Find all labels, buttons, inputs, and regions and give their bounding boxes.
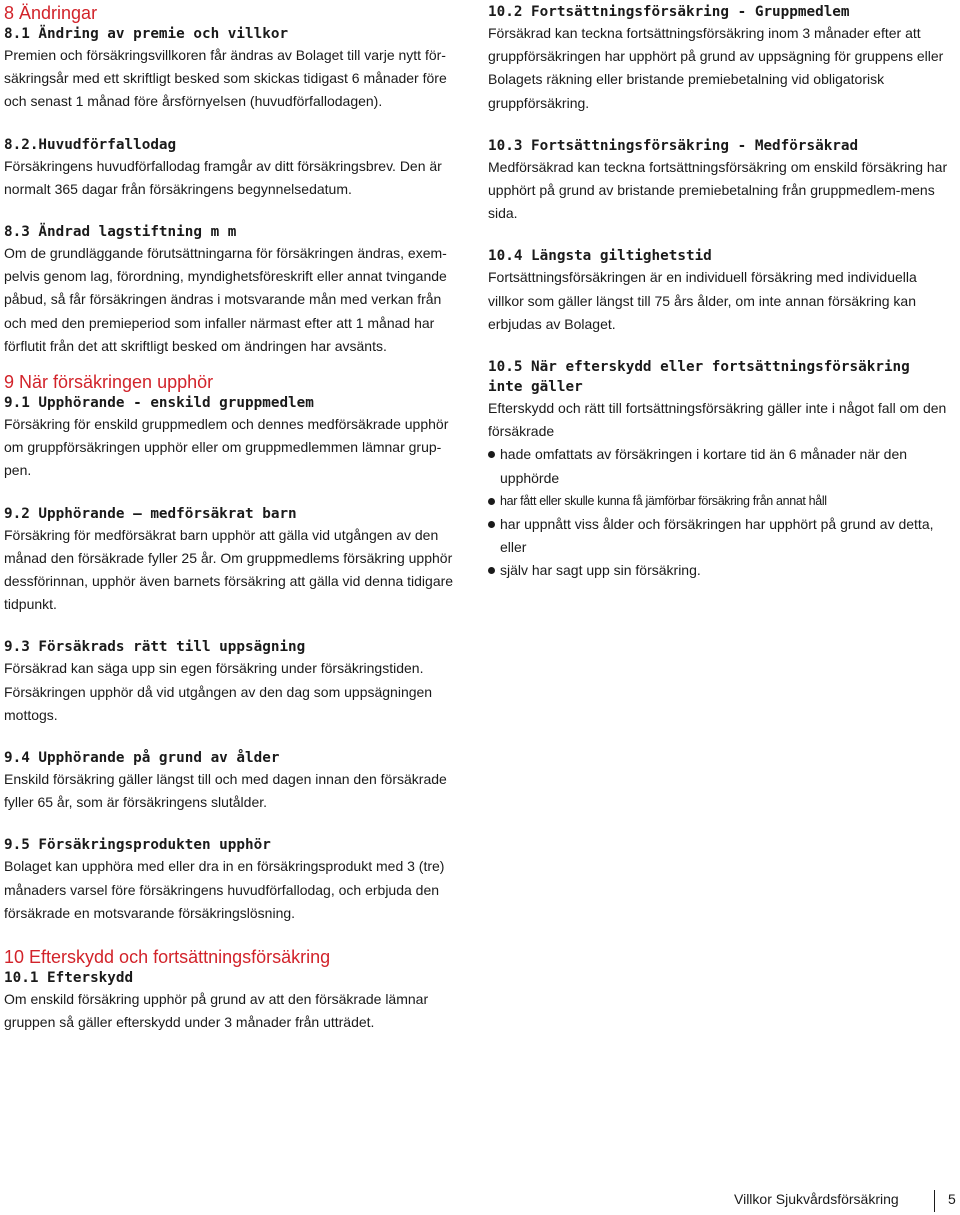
list-item: har uppnått viss ålder och försäkringen har upphört på grund av detta, eller <box>488 513 950 559</box>
list-item: själv har sagt upp sin försäkring. <box>488 559 950 582</box>
section-8-1-heading: 8.1 Ändring av premie och villkor <box>4 26 289 42</box>
left-column <box>4 2 466 1034</box>
section-10-4-heading: 10.4 Längsta giltighetstid <box>488 248 712 265</box>
list-item: har fått eller skulle kunna få jämförbar försäkring från annat håll <box>488 490 950 513</box>
section-10-5-heading: 10.5 När efterskydd eller fortsättningsförsäkring inte gäller <box>488 359 910 396</box>
section-9-2-heading: 9.2 Upphörande – medförsäkrat barn <box>4 505 297 522</box>
section-10-1-heading: 10.1 Efterskydd <box>4 970 134 987</box>
section-9-1-text: Försäkring för enskild gruppmedlem och dennes medförsäkrade upphör om gruppförsäkringen upphör eller om gruppmedlemmen lämnar grup-pen. <box>4 416 449 479</box>
section-8-3-heading: 8.3 Ändrad lagstiftning m m <box>4 224 237 241</box>
section-10-5-text: Efterskydd och rätt till fortsättningsförsäkring gäller inte i något fall om den försäkrade <box>488 400 947 440</box>
section-10-2-heading: 10.2 Fortsättningsförsäkring - Gruppmedlem <box>488 4 850 20</box>
section-10-1-text: Om enskild försäkring upphör på grund av att den försäkrade lämnar gruppen så gäller efterskydd under 3 månader från utträdet. <box>4 991 429 1031</box>
chapter-10-heading: 10 Efterskydd och fortsättningsförsäkring <box>4 947 331 968</box>
section-9-2-text: Försäkring för medförsäkrat barn upphör att gälla vid utgången av den månad den försäkrade fyller 25 år. Om gruppmedlems försäkring upphör dessförinnan, upphör även barnets försäkring att gälla vid denna tidigare tidpunkt. <box>4 526 454 613</box>
section-8-2-text: Försäkringens huvudförfallodag framgår av ditt försäkringsbrev. Den är normalt 365 dagar från försäkringens begynnelsedatum. <box>4 157 442 197</box>
section-8-1-text: Premien och försäkringsvillkoren får ändras av Bolaget till varje nytt för-säkringsår med ett skriftligt besked som skickas tidigast 6 månader före och senast 1 månad före årsförnyelsen (huvudförfallodagen). <box>4 47 447 110</box>
section-8-3-text: Om de grundläggande förutsättningarna för försäkringen ändras, exem-pelvis genom lag, förordning, myndighetsföreskrift eller annat tvingande påbud, så får försäkringen ändras i motsvarande mån med verkan från och med den premieperiod som infaller närmast efter att 1 månad har förflutit från det att skriftligt besked om ändringen har avsänts. <box>4 245 447 354</box>
exclusion-list <box>488 443 950 582</box>
section-9-5-heading: 9.5 Försäkringsprodukten upphör <box>4 837 271 854</box>
chapter-9-heading: 9 När försäkringen upphör <box>4 372 214 393</box>
footer-document-title: Villkor Sjukvårdsförsäkring <box>734 1191 899 1207</box>
section-9-4-text: Enskild försäkring gäller längst till och med dagen innan den försäkrade fyller 65 år, som är försäkringens slutålder. <box>4 771 447 811</box>
section-10-3-text: Medförsäkrad kan teckna fortsättningsförsäkring om enskild försäkring har upphört på grund av bristande premiebetalning från gruppmedlem-mens sida. <box>488 158 948 222</box>
list-item: hade omfattats av försäkringen i kortare tid än 6 månader när den upphörde <box>488 443 950 489</box>
footer-divider <box>934 1190 935 1212</box>
section-9-3-text: Försäkrad kan säga upp sin egen försäkring under försäkringstiden. Försäkringen upphör då vid utgången av den dag som uppsägningen mottogs. <box>4 660 433 723</box>
section-10-2-text: Försäkrad kan teckna fortsättningsförsäkring inom 3 månader efter att gruppförsäkringen har upphört på grund av uppsägning för gruppens eller Bolagets räkning eller bristande premiebetalning vid obligatorisk gruppförsäkring. <box>488 25 944 111</box>
section-9-1-heading: 9.1 Upphörande - enskild gruppmedlem <box>4 395 314 412</box>
section-10-3-heading: 10.3 Fortsättningsförsäkring - Medförsäkrad <box>488 137 859 154</box>
chapter-8-heading: 8 Ändringar <box>4 3 98 23</box>
section-9-5-text: Bolaget kan upphöra med eller dra in en försäkringsprodukt med 3 (tre) månaders varsel före försäkringens huvudförfallodag, och erbjuda den försäkrade en motsvarande försäkringslösning. <box>4 858 445 921</box>
section-9-3-heading: 9.3 Försäkrads rätt till uppsägning <box>4 639 306 656</box>
page-number: 5 <box>948 1191 956 1207</box>
section-8-2-heading: 8.2.Huvudförfallodag <box>4 136 177 153</box>
right-column <box>488 2 950 583</box>
section-9-4-heading: 9.4 Upphörande på grund av ålder <box>4 750 280 767</box>
section-10-4-text: Fortsättningsförsäkringen är en individuell försäkring med individuella villkor som gäller längst till 75 års ålder, om inte annan försäkring kan erbjudas av Bolaget. <box>488 269 917 332</box>
